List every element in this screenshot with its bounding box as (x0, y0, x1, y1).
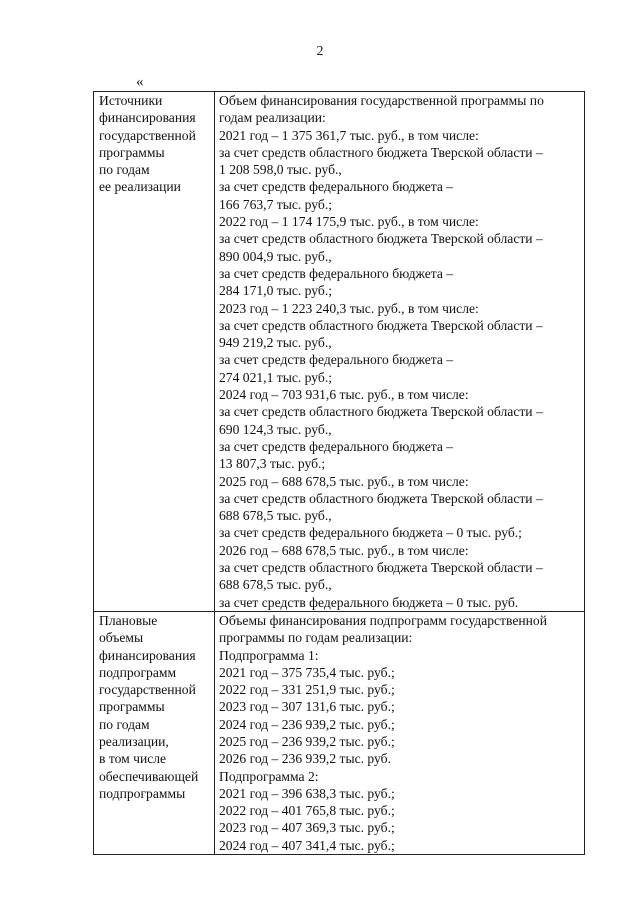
row-content-subprogram-volumes (215, 611, 585, 854)
text-line: 2024 год – 236 939,2 тыс. руб.; (219, 716, 395, 732)
text-line: 2022 год – 401 765,8 тыс. руб.; (219, 803, 395, 819)
text-line: годам реализации: (219, 110, 326, 126)
text-line: 890 004,9 тыс. руб., (219, 248, 332, 264)
text-line: 2024 год – 407 341,4 тыс. руб.; (219, 837, 395, 853)
table-row-subprogram-volumes (94, 611, 585, 854)
text-line: по годам (99, 716, 150, 732)
text-line: 2023 год – 407 369,3 тыс. руб.; (219, 820, 395, 836)
text-line: 688 678,5 тыс. руб., (219, 508, 332, 524)
text-line: 284 171,0 тыс. руб.; (219, 283, 333, 299)
text-line: Объемы финансирования подпрограмм государственной (219, 612, 547, 628)
text-line: 2026 год – 688 678,5 тыс. руб., в том числе: (219, 542, 469, 558)
text-line: 690 124,3 тыс. руб., (219, 421, 332, 437)
text-line: 2021 год – 396 638,3 тыс. руб.; (219, 785, 395, 801)
row-label-subprogram-volumes (94, 611, 215, 854)
text-line: обеспечивающей (99, 768, 199, 784)
text-line: за счет средств областного бюджета Тверской области – (219, 560, 543, 576)
row-label-funding-sources (94, 92, 215, 612)
text-line: Объем финансирования государственной программы по (219, 93, 544, 108)
text-line: 2025 год – 688 678,5 тыс. руб., в том числе: (219, 473, 469, 489)
table-row-funding-sources (94, 92, 585, 612)
text-line: за счет средств областного бюджета Тверской области – (219, 490, 543, 506)
text-line: государственной (99, 127, 196, 143)
text-line: финансирования (99, 647, 196, 663)
text-line: 274 021,1 тыс. руб.; (219, 369, 333, 385)
text-line: за счет средств областного бюджета Тверской области – (219, 317, 543, 333)
text-line: программы (99, 144, 165, 160)
text-line: подпрограмм (99, 664, 177, 680)
text-line: Подпрограмма 1: (219, 647, 319, 663)
text-line: 2022 год – 1 174 175,9 тыс. руб., в том числе: (219, 214, 479, 230)
text-line: ее реализации (99, 179, 181, 195)
text-line: государственной (99, 682, 196, 698)
program-passport-table (93, 91, 585, 855)
text-line: за счет средств федерального бюджета – (219, 352, 454, 368)
text-line: 2023 год – 1 223 240,3 тыс. руб., в том числе: (219, 300, 479, 316)
text-line: по годам (99, 162, 150, 178)
text-line: реализации, (99, 733, 169, 749)
text-line: в том числе (99, 751, 167, 767)
text-line: 2022 год – 331 251,9 тыс. руб.; (219, 682, 395, 698)
text-line: за счет средств областного бюджета Тверской области – (219, 231, 543, 247)
text-line: 1 208 598,0 тыс. руб., (219, 162, 342, 178)
page-number: 2 (316, 44, 324, 59)
text-line: за счет средств федерального бюджета – (219, 438, 454, 454)
text-line: 2023 год – 307 131,6 тыс. руб.; (219, 699, 395, 715)
text-line: объемы (99, 630, 144, 646)
text-line: за счет средств федерального бюджета – (219, 179, 454, 195)
text-line: 2021 год – 375 735,4 тыс. руб.; (219, 664, 395, 680)
text-line: за счет средств областного бюджета Тверской области – (219, 144, 543, 160)
row-content-funding-volume (215, 92, 585, 612)
opening-quote-mark: « (136, 74, 144, 90)
text-line: программы (99, 699, 165, 715)
text-line: за счет средств федерального бюджета – (219, 265, 454, 281)
text-line: 949 219,2 тыс. руб., (219, 335, 332, 351)
text-line: Источники (99, 93, 163, 108)
text-line: 166 763,7 тыс. руб.; (219, 196, 333, 212)
text-line: программы по годам реализации: (219, 630, 413, 646)
text-line: 2021 год – 1 375 361,7 тыс. руб., в том числе: (219, 127, 479, 143)
text-line: 2024 год – 703 931,6 тыс. руб., в том числе: (219, 387, 469, 403)
text-line: 688 678,5 тыс. руб., (219, 577, 332, 593)
text-line: подпрограммы (99, 785, 186, 801)
text-line: финансирования (99, 110, 196, 126)
text-line: 2026 год – 236 939,2 тыс. руб. (219, 751, 391, 767)
text-line: за счет средств федерального бюджета – 0 тыс. руб.; (219, 525, 522, 541)
text-line: 2025 год – 236 939,2 тыс. руб.; (219, 733, 395, 749)
text-line: Плановые (99, 612, 158, 628)
text-line: за счет средств федерального бюджета – 0 тыс. руб. (219, 594, 519, 610)
text-line: Подпрограмма 2: (219, 768, 319, 784)
text-line: за счет средств областного бюджета Тверской области – (219, 404, 543, 420)
text-line: 13 807,3 тыс. руб.; (219, 456, 326, 472)
